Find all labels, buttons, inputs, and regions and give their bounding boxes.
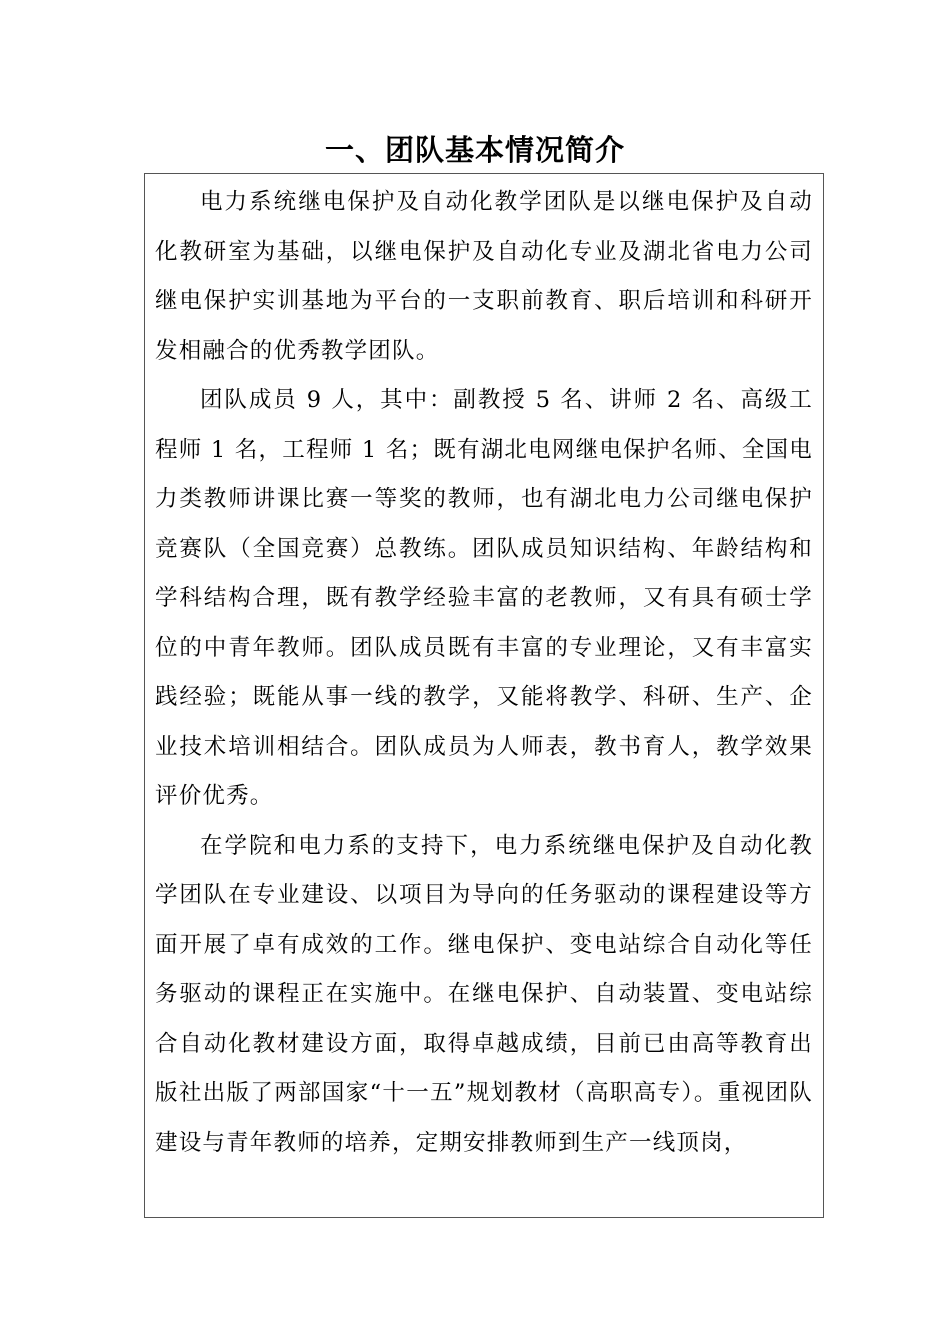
paragraph-team-members: 团队成员 9 人，其中：副教授 5 名、讲师 2 名、高级工程师 1 名，工程师 1 名；既有湖北电网继电保护名师、全国电力类教师讲课比赛一等奖的教师，也有湖北电力公司继电保护竞赛队（全国竞赛）总教练。团队成员知识结构、年龄结构和学科结构合理，既有教学经验丰富的老教师，又有具有硕士学位的中青年教师。团队成员既有丰富的专业理论，又有丰富实践经验；既能从事一线的教学，又能将教学、科研、生产、企业技术培训相结合。团队成员为人师表，教书育人，教学效果评价优秀。 <box>155 387 813 809</box>
paragraph-team-achievements: 在学院和电力系的支持下，电力系统继电保护及自动化教学团队在专业建设、以项目为导向的任务驱动的课程建设等方面开展了卓有成效的工作。继电保护、变电站综合自动化等任务驱动的课程正在实施中。在继电保护、自动装置、变电站综合自动化教材建设方面，取得卓越成绩，目前已由高等教育出版社出版了两部国家“十一五”规划教材（高职高专）。重视团队建设与青年教师的培养，定期安排教师到生产一线顶岗， <box>155 832 813 1156</box>
paragraph-team-overview: 电力系统继电保护及自动化教学团队是以继电保护及自动化教研室为基础，以继电保护及自动化专业及湖北省电力公司继电保护实训基地为平台的一支职前教育、职后培训和科研开发相融合的优秀教学团队。 <box>155 189 813 364</box>
body-text <box>155 178 813 1168</box>
page-title: 一、团队基本情况简介 <box>324 133 625 167</box>
